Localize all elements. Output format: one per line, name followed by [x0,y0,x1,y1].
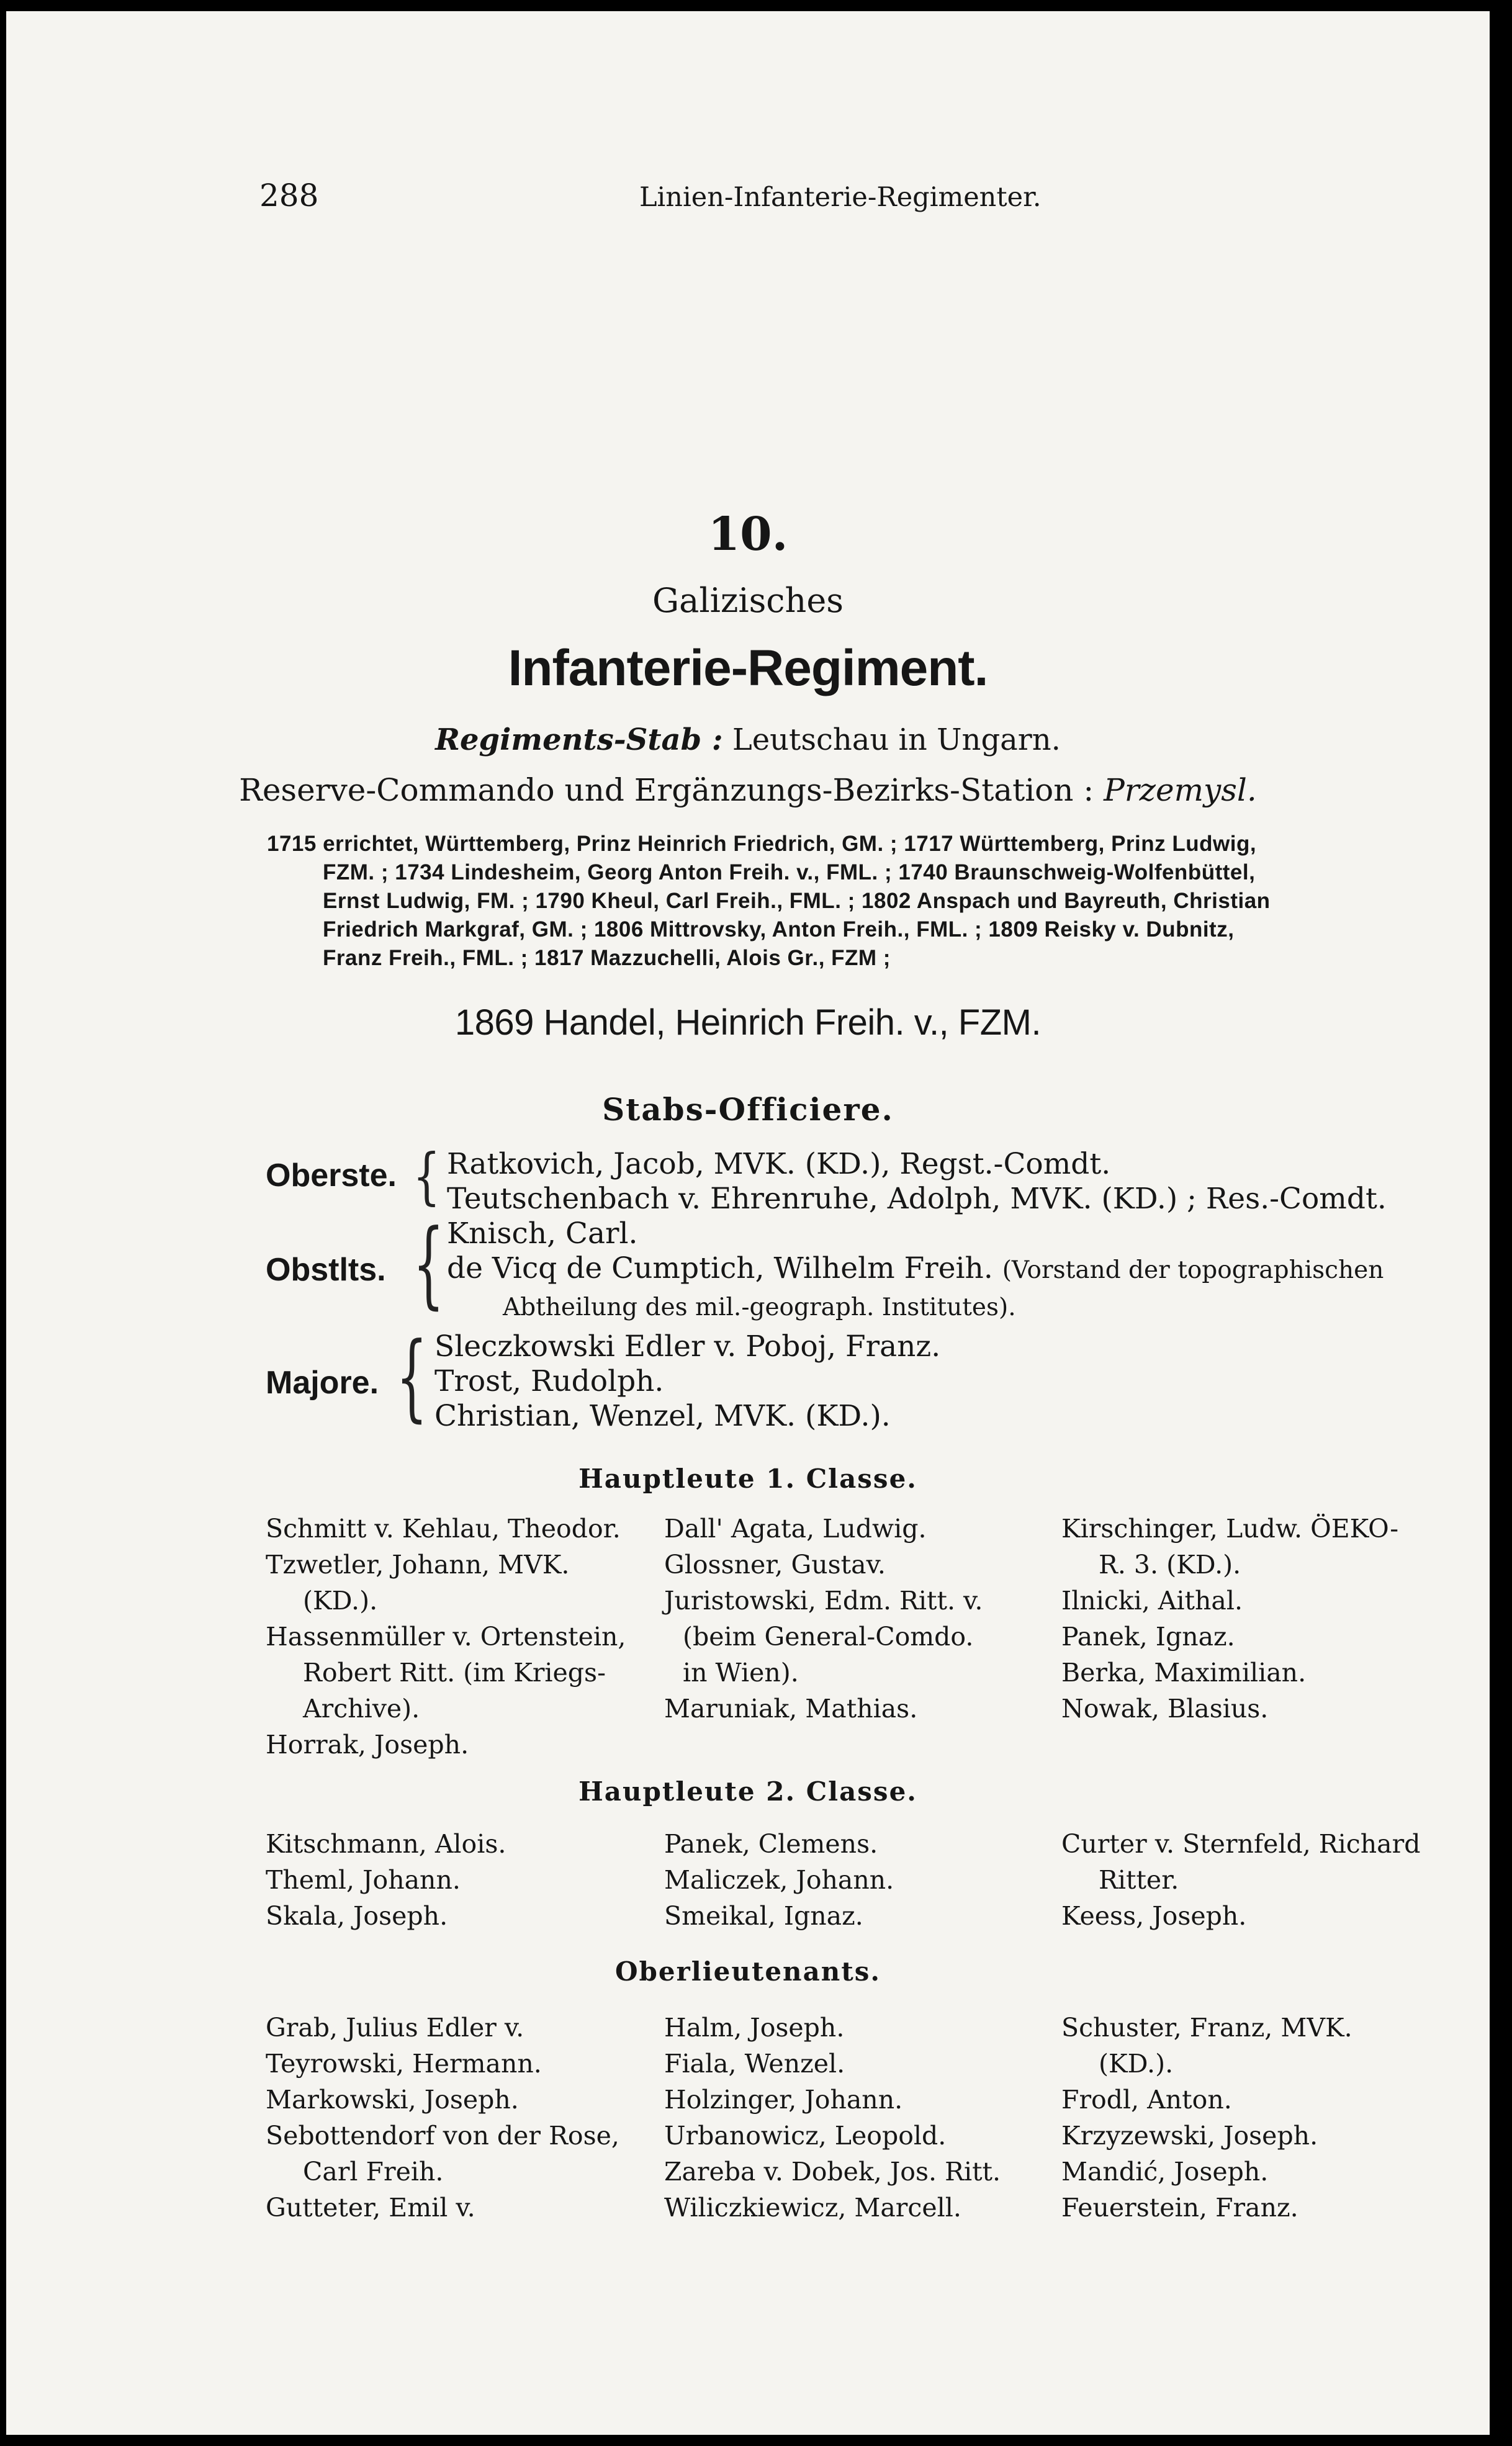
list-item: Curter v. Sternfeld, Richard [1061,1829,1421,1859]
list-item: Schmitt v. Kehlau, Theodor. [266,1514,621,1544]
oberlieutenants-heading: Oberlieutenants. [614,1956,881,1987]
list-item: Frodl, Anton. [1061,2085,1232,2115]
list-item: Feuerstein, Franz. [1061,2193,1298,2223]
list-item: Gutteter, Emil v. [266,2193,475,2223]
staff-officers-heading: Stabs-Officiere. [602,1091,894,1128]
list-item: Smeikal, Ignaz. [664,1901,863,1931]
proprietor: 1869 Handel, Heinrich Freih. v., FZM. [454,1002,1042,1043]
staff-location: Leutschau in Ungarn. [732,722,1061,757]
regiment-name: Infanterie-Regiment. [508,640,988,696]
obstlts-officer-name: de Vicq de Cumptich, Wilhelm Freih. [447,1251,993,1285]
list-item: R. 3. (KD.). [1099,1550,1241,1580]
obstlts-label: Obstlts. [266,1252,386,1288]
list-item: Panek, Ignaz. [1061,1622,1235,1652]
hauptleute-2-col1 [266,1826,506,1934]
list-item: Archive). [303,1694,420,1724]
history-line: Franz Freih., FML. ; 1817 Mazzuchelli, Alois Gr., FZM ; [323,946,891,970]
regiment-staff [6,722,1490,757]
majore-officer: Christian, Wenzel, MVK. (KD.). [434,1399,891,1433]
book-page [6,11,1490,2435]
list-item: Kitschmann, Alois. [266,1829,506,1859]
list-item: in Wien). [683,1658,799,1688]
list-item: Skala, Joseph. [266,1901,448,1931]
list-item: Juristowski, Edm. Ritt. v. [664,1586,983,1616]
list-item: Hassenmüller v. Ortenstein, [266,1622,626,1652]
oberlieutenants-col1 [266,2010,619,2226]
oberlieutenants-col3 [1061,2010,1352,2226]
list-item: Dall' Agata, Ludwig. [664,1514,927,1544]
history-line: Friedrich Markgraf, GM. ; 1806 Mittrovsky, Anton Freih., FML. ; 1809 Reisky v. Dubnitz, [323,917,1235,942]
list-item: Krzyzewski, Joseph. [1061,2121,1318,2151]
list-item: Grab, Julius Edler v. [266,2013,524,2043]
reserve-label: Reserve-Commando und Ergänzungs-Bezirks-Station : [239,772,1094,808]
hauptleute-1-heading: Hauptleute 1. Classe. [578,1464,917,1494]
list-item: Theml, Johann. [266,1865,461,1895]
hauptleute-2-col2 [664,1826,894,1934]
majore-label: Majore. [266,1365,379,1401]
list-item: Maruniak, Mathias. [664,1694,918,1724]
regiment-number: 10. [708,508,788,561]
history-line: 1715 errichtet, Württemberg, Prinz Heinrich Friedrich, GM. ; 1717 Württemberg, Prinz Ludwig, [267,832,1257,856]
list-item: Sebottendorf von der Rose, [266,2121,619,2151]
oberste-officer: Teutschenbach v. Ehrenruhe, Adolph, MVK. (KD.) ; Res.-Comdt. [447,1182,1387,1216]
history-line: FZM. ; 1734 Lindesheim, Georg Anton Freih. v., FML. ; 1740 Braunschweig-Wolfenbüttel, [323,860,1256,884]
oberste-label: Oberste. [266,1158,397,1194]
list-item: Robert Ritt. (im Kriegs- [303,1658,606,1688]
page-number: 288 [259,178,319,214]
list-item: Markowski, Joseph. [266,2085,519,2115]
obstlts-officer-note-cont: Abtheilung des mil.-geograph. Institutes). [503,1293,1016,1321]
list-item: Fiala, Wenzel. [664,2049,845,2079]
list-item: Ilnicki, Aithal. [1061,1586,1243,1616]
hauptleute-1-col2 [664,1511,983,1727]
list-item: (KD.). [303,1586,378,1616]
list-item: Halm, Joseph. [664,2013,845,2043]
list-item: Glossner, Gustav. [664,1550,886,1580]
list-item: Tzwetler, Johann, MVK. [266,1550,570,1580]
majore-officer: Sleczkowski Edler v. Poboj, Franz. [434,1329,941,1364]
running-title: Linien-Infanterie-Regimenter. [639,182,1042,213]
list-item: (beim General-Comdo. [683,1622,974,1652]
reserve-location: Przemysl. [1104,772,1257,808]
hauptleute-2-col3 [1061,1826,1420,1934]
obstlts-officer: Knisch, Carl. [447,1216,638,1251]
list-item: Zareba v. Dobek, Jos. Ritt. [664,2157,1001,2187]
oberlieutenants-col2 [664,2010,1001,2226]
majore-officer: Trost, Rudolph. [434,1364,664,1398]
list-item: Berka, Maximilian. [1061,1658,1307,1688]
list-item: Keess, Joseph. [1061,1901,1247,1931]
list-item: (KD.). [1099,2049,1174,2079]
list-item: Nowak, Blasius. [1061,1694,1269,1724]
obstlts-officer-note: (Vorstand der topographischen [1002,1256,1384,1284]
list-item: Schuster, Franz, MVK. [1061,2013,1352,2043]
list-item: Wiliczkiewicz, Marcell. [664,2193,961,2223]
hauptleute-2-heading: Hauptleute 2. Classe. [578,1776,917,1807]
list-item: Ritter. [1099,1865,1179,1895]
oberste-brace: { [413,1141,441,1212]
list-item: Kirschinger, Ludw. ÖEKO- [1061,1514,1399,1544]
list-item: Mandić, Joseph. [1061,2157,1269,2187]
list-item: Holzinger, Johann. [664,2085,903,2115]
obstlts-officer [447,1251,1384,1285]
staff-label: Regiments-Stab : [435,722,723,757]
reserve-command [6,772,1490,808]
list-item: Panek, Clemens. [664,1829,878,1859]
regiment-adjective: Galizisches [652,581,844,620]
list-item: Urbanowicz, Leopold. [664,2121,947,2151]
oberste-officer: Ratkovich, Jacob, MVK. (KD.), Regst.-Comdt. [447,1147,1111,1181]
history-line: Ernst Ludwig, FM. ; 1790 Kheul, Carl Freih., FML. ; 1802 Anspach und Bayreuth, Christian [323,889,1271,913]
list-item: Carl Freih. [303,2157,444,2187]
list-item: Maliczek, Johann. [664,1865,894,1895]
list-item: Teyrowski, Hermann. [266,2049,542,2079]
list-item: Horrak, Joseph. [266,1730,469,1760]
obstlts-brace: { [413,1209,444,1319]
majore-brace: { [396,1322,428,1432]
hauptleute-1-col3 [1061,1511,1398,1727]
hauptleute-1-col1 [266,1511,626,1763]
